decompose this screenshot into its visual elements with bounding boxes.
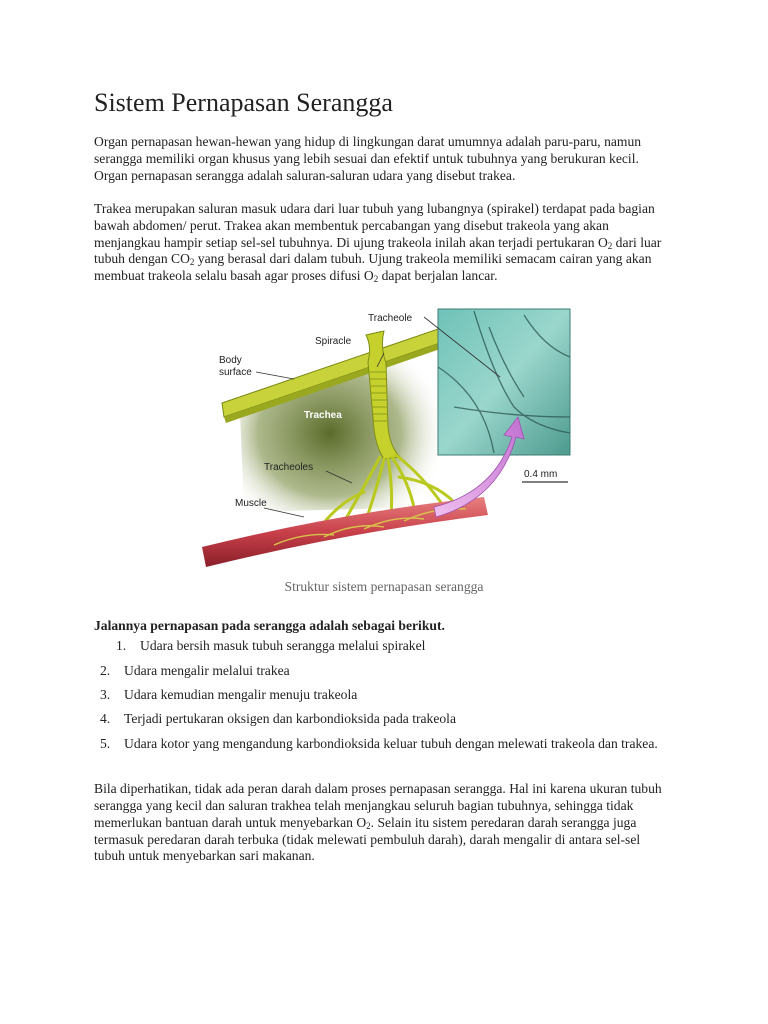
paragraph-3 — [94, 781, 674, 866]
list-text: Udara bersih masuk tubuh serangga melalui spirakel — [140, 638, 426, 654]
subscript: 2 — [373, 274, 379, 285]
list-text: Udara mengalir melalui trakea — [124, 662, 290, 678]
list-number: 3. — [100, 687, 111, 703]
document-page — [94, 86, 674, 865]
list-item — [94, 736, 674, 753]
insect-respiration-figure — [94, 307, 674, 572]
list-title: Jalannya pernapasan pada serangga adalah sebagai berikut. — [94, 618, 445, 634]
subscript: 2 — [607, 240, 613, 251]
paragraph-2-part-4: dapat berjalan lancar. — [378, 268, 498, 284]
list-text: Udara kotor yang mengandung karbondioksida keluar tubuh dengan melewati trakeola dan trakea. — [124, 735, 658, 751]
label-tracheoles: Tracheoles — [264, 462, 314, 474]
paragraph-2 — [94, 201, 674, 286]
subscript: 2 — [189, 257, 195, 268]
paragraph-3-part-2: . Selain itu sistem peredaran darah serangga juga termasuk peredaran darah terbuka (tidak melewati pembuluh darah), darah mengalir di antara sel-sel tubuh untuk menyebarkan sari makanan. — [94, 814, 641, 864]
label-tracheole: Tracheole — [368, 313, 413, 325]
subscript: 2 — [366, 820, 371, 831]
paragraph-2-part-3: yang berasal dari dalam tubuh. Ujung trakeola memiliki semacam cairan yang akan membuat trakeola selalu basah agar proses difusi O — [94, 251, 652, 284]
paragraph-2-part-1: Trakea merupakan saluran masuk udara dari luar tubuh yang lubangnya (spirakel) terdapat pada bagian bawah abdomen/ perut. Trakea akan membentuk percabangan yang disebut trakeola yang akan menjangkau hampir setiap sel-sel tubuhnya. Di ujung trakeola inilah akan terjadi pertukaran O — [94, 200, 655, 250]
trachea-diagram — [94, 307, 674, 572]
page-title: Sistem Pernapasan Serangga — [94, 88, 393, 117]
list-text: Terjadi pertukaran oksigen dan karbondioksida pada trakeola — [124, 711, 456, 727]
figure-caption: Struktur sistem pernapasan serangga — [284, 579, 484, 595]
steps-list — [94, 638, 674, 753]
list-item — [94, 711, 674, 728]
list-item — [94, 663, 674, 680]
list-item — [94, 687, 674, 704]
paragraph-1: Organ pernapasan hewan-hewan yang hidup di lingkungan darat umumnya adalah paru-paru, namun serangga memiliki organ khusus yang lebih sesuai dan efektif untuk tubuhnya yang berukuran kecil. Organ pernapasan serangga adalah saluran-saluran udara yang disebut trakea. — [94, 134, 642, 183]
list-number: 5. — [100, 735, 111, 751]
label-surface: surface — [219, 367, 252, 379]
label-trachea: Trachea — [304, 410, 342, 422]
list-number: 1. — [116, 638, 127, 654]
label-spiracle: Spiracle — [315, 336, 352, 348]
paragraph-3-part-1: Bila diperhatikan, tidak ada peran darah dalam proses pernapasan serangga. Hal ini karena ukuran tubuh serangga yang kecil dan saluran trakhea telah menjangkau seluruh bagian tubuhnya, sehingga tidak memerlukan bantuan darah untuk menyebarkan O — [94, 780, 662, 830]
list-text: Udara kemudian mengalir menuju trakeola — [124, 687, 358, 703]
list-number: 2. — [100, 662, 111, 678]
list-number: 4. — [100, 711, 111, 727]
label-body: Body — [219, 355, 242, 367]
list-item — [94, 638, 674, 655]
label-scale: 0.4 mm — [524, 469, 558, 481]
label-muscle: Muscle — [235, 498, 267, 510]
paragraph-2-part-2: dari luar tubuh dengan CO — [94, 234, 662, 267]
